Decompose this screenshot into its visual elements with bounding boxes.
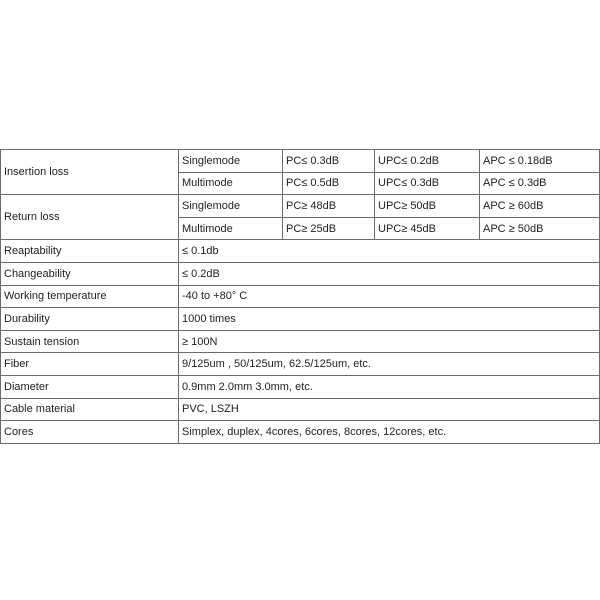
spec-label-durability: Durability	[1, 308, 179, 331]
table-row	[1, 262, 600, 285]
table-row	[1, 240, 600, 263]
mode-cell: Singlemode	[179, 195, 283, 218]
pc-cell: PC≥ 48dB	[283, 195, 375, 218]
row-label-insertion-loss: Insertion loss	[1, 150, 179, 195]
table-row	[1, 375, 600, 398]
spec-table	[0, 149, 600, 444]
table-row	[1, 308, 600, 331]
upc-cell: UPC≤ 0.3dB	[375, 172, 480, 195]
upc-cell: UPC≥ 45dB	[375, 217, 480, 240]
spec-value-diameter: 0.9mm 2.0mm 3.0mm, etc.	[179, 375, 600, 398]
spec-label-reaptability: Reaptability	[1, 240, 179, 263]
row-label-return-loss: Return loss	[1, 195, 179, 240]
spec-label-diameter: Diameter	[1, 375, 179, 398]
apc-cell: APC ≥ 50dB	[480, 217, 600, 240]
spec-value-cable-material: PVC, LSZH	[179, 398, 600, 421]
spec-label-cable-material: Cable material	[1, 398, 179, 421]
spec-value-working-temperature: -40 to +80° C	[179, 285, 600, 308]
table-row	[1, 195, 600, 218]
spec-label-cores: Cores	[1, 421, 179, 444]
pc-cell: PC≤ 0.3dB	[283, 150, 375, 173]
spec-label-sustain-tension: Sustain tension	[1, 330, 179, 353]
apc-cell: APC ≤ 0.3dB	[480, 172, 600, 195]
upc-cell: UPC≥ 50dB	[375, 195, 480, 218]
spec-value-cores: Simplex, duplex, 4cores, 6cores, 8cores, 12cores, etc.	[179, 421, 600, 444]
spec-label-working-temperature: Working temperature	[1, 285, 179, 308]
spec-value-reaptability: ≤ 0.1db	[179, 240, 600, 263]
spec-value-sustain-tension: ≥ 100N	[179, 330, 600, 353]
apc-cell: APC ≤ 0.18dB	[480, 150, 600, 173]
upc-cell: UPC≤ 0.2dB	[375, 150, 480, 173]
spec-value-changeability: ≤ 0.2dB	[179, 262, 600, 285]
table-row	[1, 330, 600, 353]
spec-value-fiber: 9/125um , 50/125um, 62.5/125um, etc.	[179, 353, 600, 376]
mode-cell: Multimode	[179, 217, 283, 240]
spec-label-changeability: Changeability	[1, 262, 179, 285]
table-row	[1, 353, 600, 376]
table-row	[1, 150, 600, 173]
spec-label-fiber: Fiber	[1, 353, 179, 376]
pc-cell: PC≥ 25dB	[283, 217, 375, 240]
table-row	[1, 398, 600, 421]
table-row	[1, 285, 600, 308]
pc-cell: PC≤ 0.5dB	[283, 172, 375, 195]
mode-cell: Singlemode	[179, 150, 283, 173]
mode-cell: Multimode	[179, 172, 283, 195]
spec-value-durability: 1000 times	[179, 308, 600, 331]
table-row	[1, 421, 600, 444]
apc-cell: APC ≥ 60dB	[480, 195, 600, 218]
